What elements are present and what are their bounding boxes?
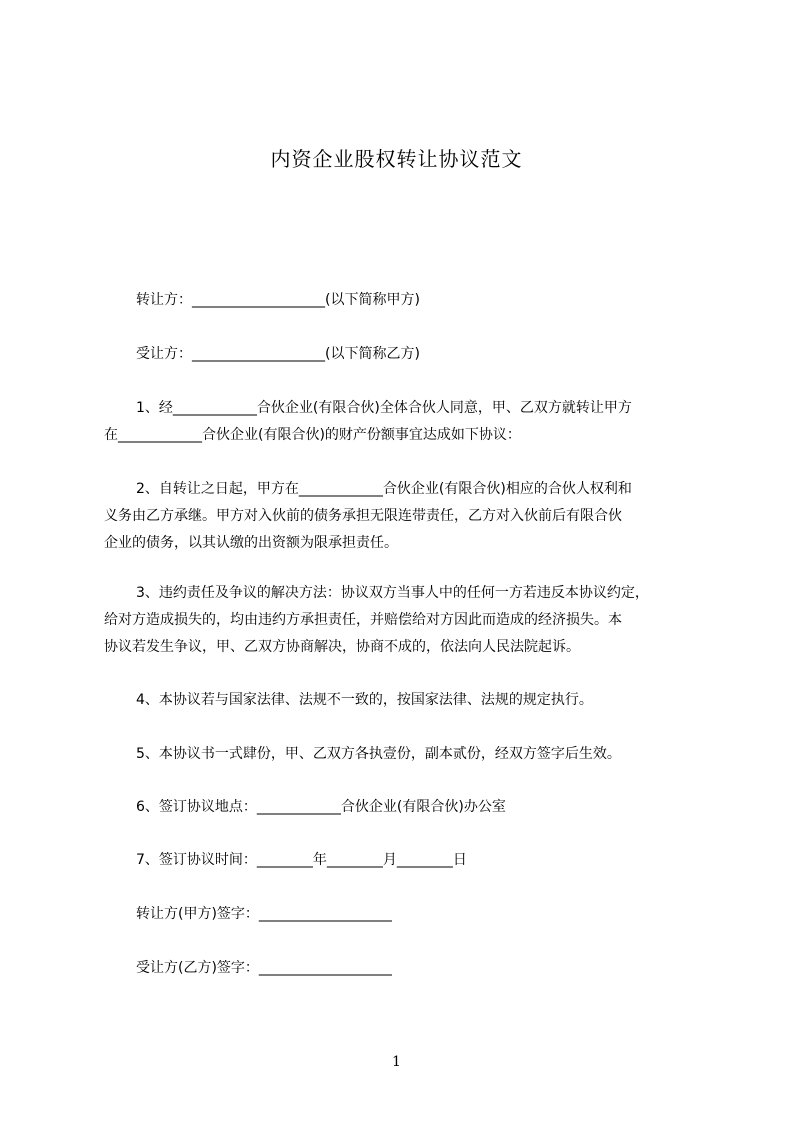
document-title: 内资企业股权转让协议范文 xyxy=(270,147,523,171)
clause3-line1: 3、违约责任及争议的解决方法：协议双方当事人中的任何一方若违反本协议约定， xyxy=(136,585,649,601)
transferor-line: 转让方：___________________(以下简称甲方) xyxy=(136,292,420,308)
clause3-line2: 给对方造成损失的，均由违约方承担责任，并赔偿给对方因此而造成的经济损失。本 xyxy=(104,612,622,628)
clause5-line: 5、本协议书一式肆份，甲、乙双方各执壹份，副本贰份，经双方签字后生效。 xyxy=(136,746,621,762)
clause2-line3: 企业的债务，以其认缴的出资额为限承担责任。 xyxy=(104,535,398,551)
clause4-line: 4、本协议若与国家法律、法规不一致的，按国家法律、法规的规定执行。 xyxy=(136,692,593,708)
clause7-line: 7、签订协议时间：________年________月________日 xyxy=(136,852,467,868)
signature-transferee: 受让方(乙方)签字：___________________ xyxy=(136,960,392,976)
signature-transferor: 转让方(甲方)签字：___________________ xyxy=(136,906,392,922)
clause1-line2: 在____________合伙企业(有限合伙)的财产份额事宜达成如下协议： xyxy=(104,427,521,443)
clause6-line: 6、签订协议地点：____________合伙企业(有限合伙)办公室 xyxy=(136,799,506,815)
clause2-line2: 义务由乙方承继。甲方对入伙前的债务承担无限连带责任，乙方对入伙前后有限合伙 xyxy=(104,508,622,524)
clause2-line1: 2、自转让之日起，甲方在____________合伙企业(有限合伙)相应的合伙人权利和 xyxy=(136,481,632,497)
clause1-line1: 1、经____________合伙企业(有限合伙)全体合伙人同意，甲、乙双方就转让甲方 xyxy=(136,400,632,416)
page-number: 1 xyxy=(392,1054,401,1070)
transferee-line: 受让方：___________________(以下简称乙方) xyxy=(136,346,420,362)
clause3-line3: 协议若发生争议，甲、乙双方协商解决，协商不成的，依法向人民法院起诉。 xyxy=(104,639,580,655)
